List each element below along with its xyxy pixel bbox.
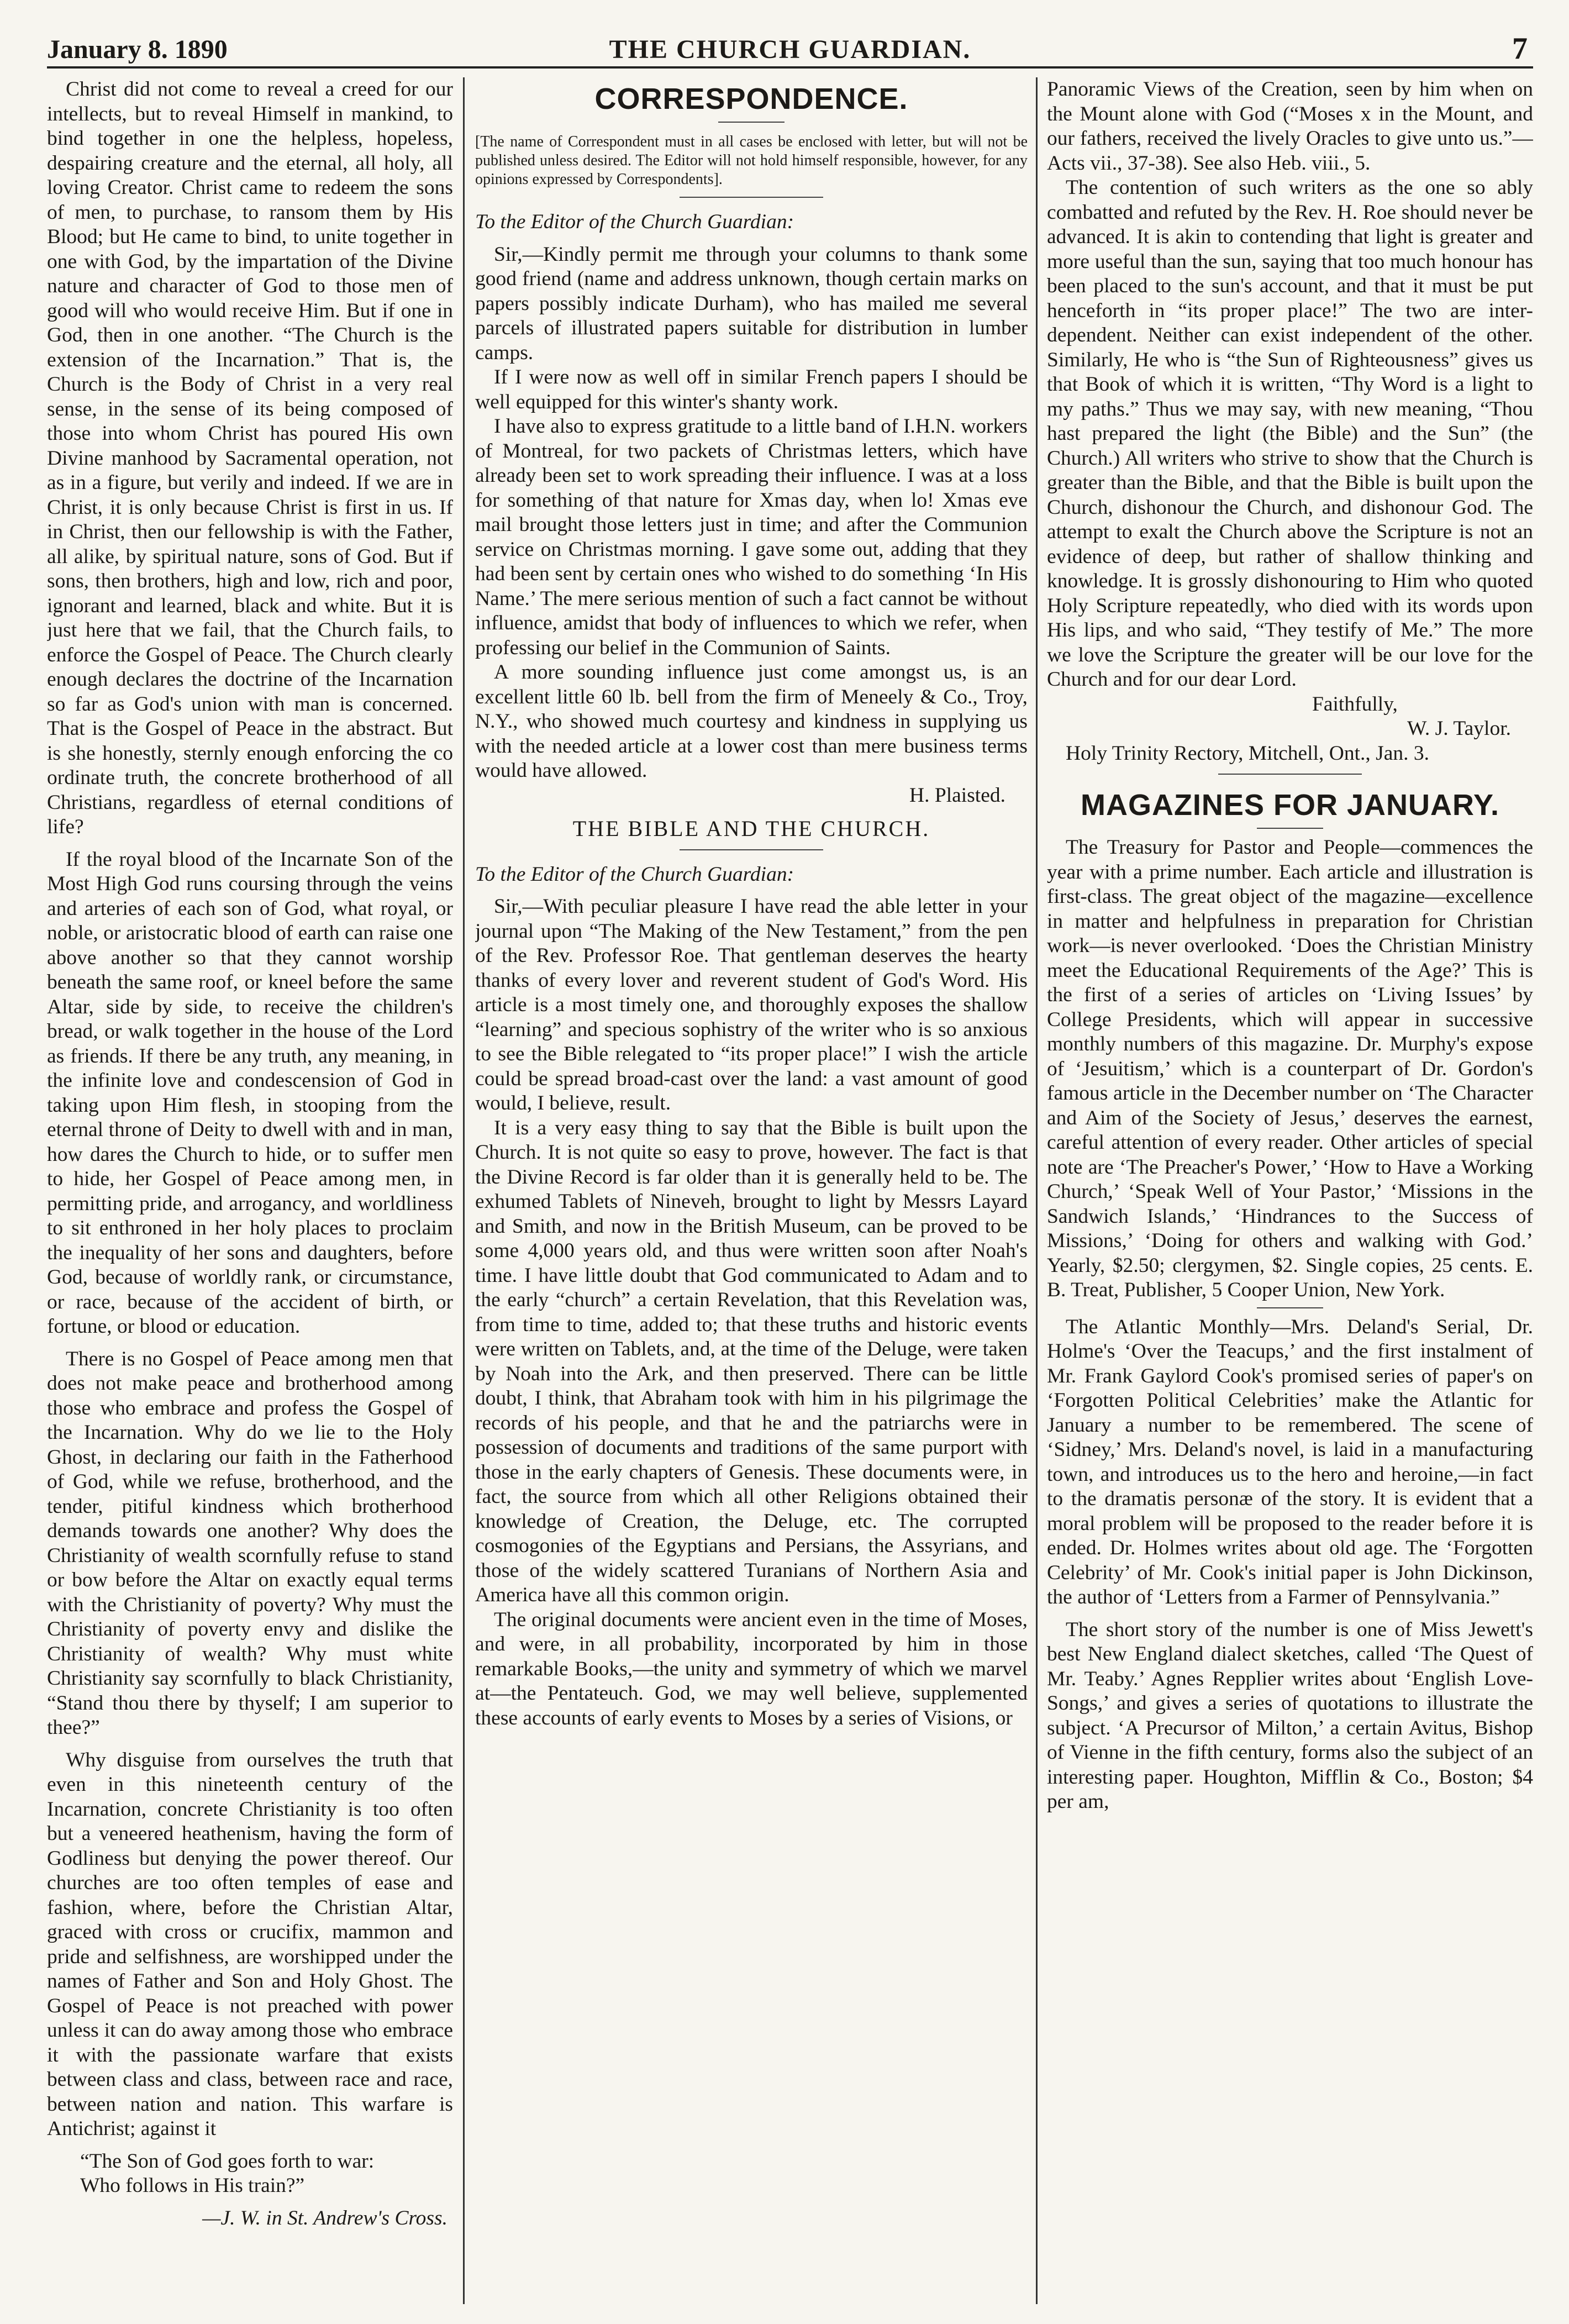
letter-paragraph: Panoramic Views of the Creation, seen by him when on the Mount alone with God (“Moses x in the Mount, and our fathers, received the lively Oracles to give unto us.”—Acts vii., 37-38). See also Heb. viii., 5. — [1047, 78, 1533, 175]
divider — [718, 122, 784, 123]
letter-place: Holy Trinity Rectory, Mitchell, Ont., Jan. 3. — [1066, 742, 1429, 765]
article-paragraph: Christ did not come to reveal a creed for our intellects, but to reveal Himself in mankind, to bind together in one the helpless, hopeless, despairing creature and the eternal, all holy, all loving Creator. Christ came to redeem the sons of men, to purchase, to ransom them by His Blood; but He came to bind, to unite together in one with God, by the impartation of the Divine nature and character of God to those men of good will who would receive Him. But if one in God, then in one another. “The Church is the extension of the Incarnation.” That is, the Church is the Body of Christ in a very real sense, in the sense of its being composed of those into whom Christ has poured His own Divine manhood by Sacramental operation, not as in a figure, but verily and indeed. If we are in Christ, it is only because Christ is first in us. If in Christ, then our fellowship is with the Father, all alike, by spiritual nature, sons of God. But if sons, then brothers, high and low, rich and poor, ignorant and learned, black and white. But it is just here that we fail, that the Church fails, to enforce the Gospel of Peace. The Church clearly enough declares the doctrine of the Incarnation so far as God's union with man is concerned. That is the Gospel of Peace in the abstract. But is she honestly, sternly enough enforcing the co ordinate truth, the concrete brotherhood of all Christians, regardless of eternal conditions of life? — [47, 78, 453, 838]
verse-line: Who follows in His train?” — [80, 2174, 305, 2197]
page-number: 7 — [1512, 31, 1528, 66]
letter-signer: W. J. Taylor. — [1407, 717, 1511, 740]
letter-paragraph: Sir,—Kindly permit me through your columns to thank some good friend (name and address unknown, though certain marks on papers possibly indicate Durham), who has mailed me several parcels of illustrated papers suitable for distribution in lumber camps. — [475, 243, 1028, 364]
issue-date: January 8. 1890 — [47, 35, 228, 64]
divider — [1218, 774, 1362, 775]
review-paragraph: The Atlantic Monthly—Mrs. Deland's Serial, Dr. Holme's ‘Over the Teacups,’ and the first instalment of Mr. Frank Gaylord Cook's promised series of paper's on ‘Forgotten Political Celebrities’ make the Atlantic for January a number to be remembered. The scene of ‘Sidney,’ Mrs. Deland's novel, is laid in a manufacturing town, and introduces us to the hero and heroine,—in fact to the dramatis personæ of the story. It is evident that a moral problem will be proposed to the reader before it is ended. Dr. Holmes writes about old age. The ‘Forgotten Celebrity’ of Mr. Cook's initial paper is John Dickinson, the author of ‘Letters from a Farmer of Pennsylvania.” — [1047, 1315, 1533, 1608]
divider — [1257, 1307, 1323, 1308]
letter-paragraph: Sir,—With peculiar pleasure I have read the able letter in your journal upon “The Making of the New Testament,” from the pen of the Rev. Professor Roe. That gentleman deserves the hearty thanks of every lover and reverent student of God's Word. His article is a most timely one, and thoroughly exposes the shallow “learning” and specious sophistry of the writer who is so anxious to see the Bible relegated to “its proper place!” I wish the article could be spread broad-cast over the land: a vast amount of good would, I believe, result. — [475, 895, 1028, 1114]
divider — [680, 849, 823, 850]
letter-closing: Faithfully, — [1312, 692, 1398, 716]
article-paragraph: If the royal blood of the Incarnate Son of the Most High God runs coursing through the veins and arteries of each son of God, what royal, or noble, or aristocratic blood of earth can raise one above another so that they cannot worship beneath the same roof, or kneel before the same Altar, side by side, to receive the children's bread, or walk together in the house of the Lord as friends. If there be any truth, any meaning, in the infinite love and condescension of God in taking upon Him flesh, in stooping from the eternal throne of Deity to dwell with and in man, how dares the Church to hide, or to suffer men to hide, her Gospel of Peace among men, in permitting pride, and arrogancy, and worldliness to sit enthroned in her holy places to proclaim the inequality of her sons and daughters, before God, because of worldly rank, or circumstance, or race, because of the accident of birth, or fortune, or blood or education. — [47, 848, 453, 1338]
editor-note: [The name of Correspondent must in all cases be enclosed with letter, but will not be published unless desired. The Editor will not hold himself responsible, however, for any opinions expressed by Correspondents]. — [475, 133, 1028, 188]
review-paragraph: The Treasury for Pastor and People—commences the year with a prime number. Each article and illustration is first-class. The great object of the magazine—excellence in matter and helpfulness in preparation for Christian work—is never overlooked. ‘Does the Christian Ministry meet the Educational Requirements of the Age?’ This is the first of a series of articles on ‘Living Issues’ by College Presidents, which will appear in successive monthly numbers of this magazine. Dr. Murphy's expose of ‘Jesuitism,’ which is a counterpart of Dr. Gordon's famous article in the December number on ‘The Character and Aim of the Society of Jesus,’ deserves the earnest, careful attention of every reader. Other articles of special note are ‘The Preacher's Power,’ ‘How to Have a Working Church,’ ‘Speak Well of Your Pastor,’ ‘Missions in the Sandwich Islands,’ ‘Hindrances to the Success of Missions,’ ‘Doing for others and walking with God.’ Yearly, $2.50; clergymen, $2. Single copies, 25 cents. E. B. Treat, Publisher, 5 Cooper Union, New York. — [1047, 836, 1533, 1301]
column-divider — [1036, 77, 1038, 2304]
column-middle — [475, 77, 1028, 2310]
column-divider — [463, 77, 465, 2304]
divider — [1257, 828, 1323, 829]
letter-paragraph: I have also to express gratitude to a little band of I.H.N. workers of Montreal, for two packets of Christmas letters, which have already been set to work spreading their influence. I was at a loss for something of that nature for Xmas day, when lo! Xmas eve mail brought those letters just in time; and after the Communion service on Christmas morning. I gave some out, adding that they had been sent by certain ones who wished to do something ‘In His Name.’ The mere serious mention of such a fact cannot be without influence, amidst that body of influences to which we refer, when professing our belief in the Communion of Saints. — [475, 415, 1028, 659]
letter-paragraph: If I were now as well off in similar French papers I should be well equipped for this winter's shanty work. — [475, 366, 1028, 413]
newspaper-title: THE CHURCH GUARDIAN. — [609, 35, 971, 64]
letter-paragraph: The contention of such writers as the one so ably combatted and refuted by the Rev. H. Roe should never be advanced. It is akin to contending that light is greater and more useful than the sun, saying that too much honour has been placed to the sun's account, and that it must be put henceforth in “its proper place!” The two are inter-dependent. Neither can exist independent of the other. Similarly, He who is “the Sun of Righteousness” gives us that Book of which it is written, “Thy Word is a light to my paths.” Thus we may say, with new meaning, “Thou hast prepared the light (the Bible) and the Sun” (the Church.) All writers who strive to show that the Church is greater than the Bible, and that the Bible is built upon the Church, dishonour the Church, and dishonour God. The attempt to exalt the Church above the Scripture is not an evidence of deep, but rather of shallow thinking and knowledge. It is grossly dishonouring to Him who quoted Holy Scripture repeatedly, who died with its words upon His lips, and who said, “They testify of Me.” The more we love the Scripture the greater will be our love for the Church and for our dear Lord. — [1047, 176, 1533, 691]
letter-salutation: To the Editor of the Church Guardian: — [475, 211, 794, 233]
masthead — [47, 22, 1533, 69]
review-paragraph: The short story of the number is one of Miss Jewett's best New England dialect sketches, called ‘The Quest of Mr. Teaby.’ Agnes Repplier writes about ‘English Love-Songs,’ and gives a series of quotations to illustrate the subject. ‘A Precursor of Milton,’ a certain Avitus, Bishop of Vienne in the fifth century, forms also the subject of an interesting paper. Houghton, Mifflin & Co., Boston; $4 per am, — [1047, 1618, 1533, 1813]
letter-paragraph: A more sounding influence just come amongst us, is an excellent little 60 lb. bell from the firm of Meneely & Co., Troy, N.Y., who showed much courtesy and kindness in supplying us with the needed article at a lower cost than mere business terms would have allowed. — [475, 661, 1028, 782]
article-signature: —J. W. in St. Andrew's Cross. — [202, 2206, 447, 2230]
article-paragraph: Why disguise from ourselves the truth that even in this nineteenth century of the Incarnation, concrete Christianity is too often but a veneered heathenism, having the form of Godliness but denying the power thereof. Our churches are too often temples of ease and fashion, where, before the Christian Altar, graced with cross or crucifix, mammon and pride and selfishness, are worshipped under the names of Father and Son and Holy Ghost. The Gospel of Peace is not preached with power unless it can do away among those who embrace it with the passionate warfare that exists between class and class, between race and race, between nation and nation. This warfare is Antichrist; against it — [47, 1748, 453, 2140]
article-paragraph: There is no Gospel of Peace among men that does not make peace and brotherhood among those who embrace and profess the Gospel of the Incarnation. Why do we lie to the Holy Ghost, in declaring our faith in the Fatherhood of God, while we refuse, brotherhood, and the tender, pitiful kindness which brotherhood demands towards one another? Why does the Christianity of wealth scornfully refuse to stand or bow before the Altar on exactly equal terms with the Christianity of poverty? Why must the Christianity of poverty envy and dislike the Christianity of wealth? Why must white Christianity say scornfully to black Christianity, “Stand thou there by thyself; I am superior to thee?” — [47, 1347, 453, 1739]
section-heading-correspondence: CORRESPONDENCE. — [594, 82, 908, 115]
column-left — [47, 77, 453, 2310]
letter-paragraph: The original documents were ancient even in the time of Moses, and were, in all probability, incorporated by him in those remarkable Books,—the unity and symmetry of which we marvel at—the Pentateuch. God, we may well believe, supplemented these accounts of early events to Moses by a series of Visions, or — [475, 1608, 1028, 1729]
verse-line: “The Son of God goes forth to war: — [80, 2149, 375, 2173]
letter-paragraph: It is a very easy thing to say that the Bible is built upon the Church. It is not quite so easy to prove, however. The fact is that the Divine Record is far older than it is generally held to be. The exhumed Tablets of Nineveh, brought to light by Messrs Layard and Smith, and now in the British Museum, can be proved to be some 4,000 years old, and thus were written soon after Noah's time. I have little doubt that God communicated to Adam and to the early “church” a certain Revelation, that this Revelation was, from time to time, added to; that these truths and historic events were written on Tablets, and, at the time of the Deluge, were taken by Noah into the Ark, and then preserved. There can be little doubt, I think, that Abraham took with him in his pilgrimage the records of his people, and that he and the patriarchs were in possession of documents and traditions of the same purport with those in the early chapters of Genesis. These documents were, in fact, the source from which all other Religions obtained their knowledge of Creation, the Deluge, etc. The corrupted cosmogonies of the Egyptians and Persians, the Assyrians, and those of the widely scattered Turanians of Northern Asia and America have all this common origin. — [475, 1116, 1028, 1606]
letter-salutation: To the Editor of the Church Guardian: — [475, 863, 794, 886]
divider — [680, 197, 823, 198]
letter-heading: THE BIBLE AND THE CHURCH. — [572, 816, 930, 841]
section-heading-magazines: MAGAZINES FOR JANUARY. — [1080, 788, 1500, 822]
letter-signer: H. Plaisted. — [909, 784, 1005, 807]
column-right — [1047, 77, 1533, 2310]
